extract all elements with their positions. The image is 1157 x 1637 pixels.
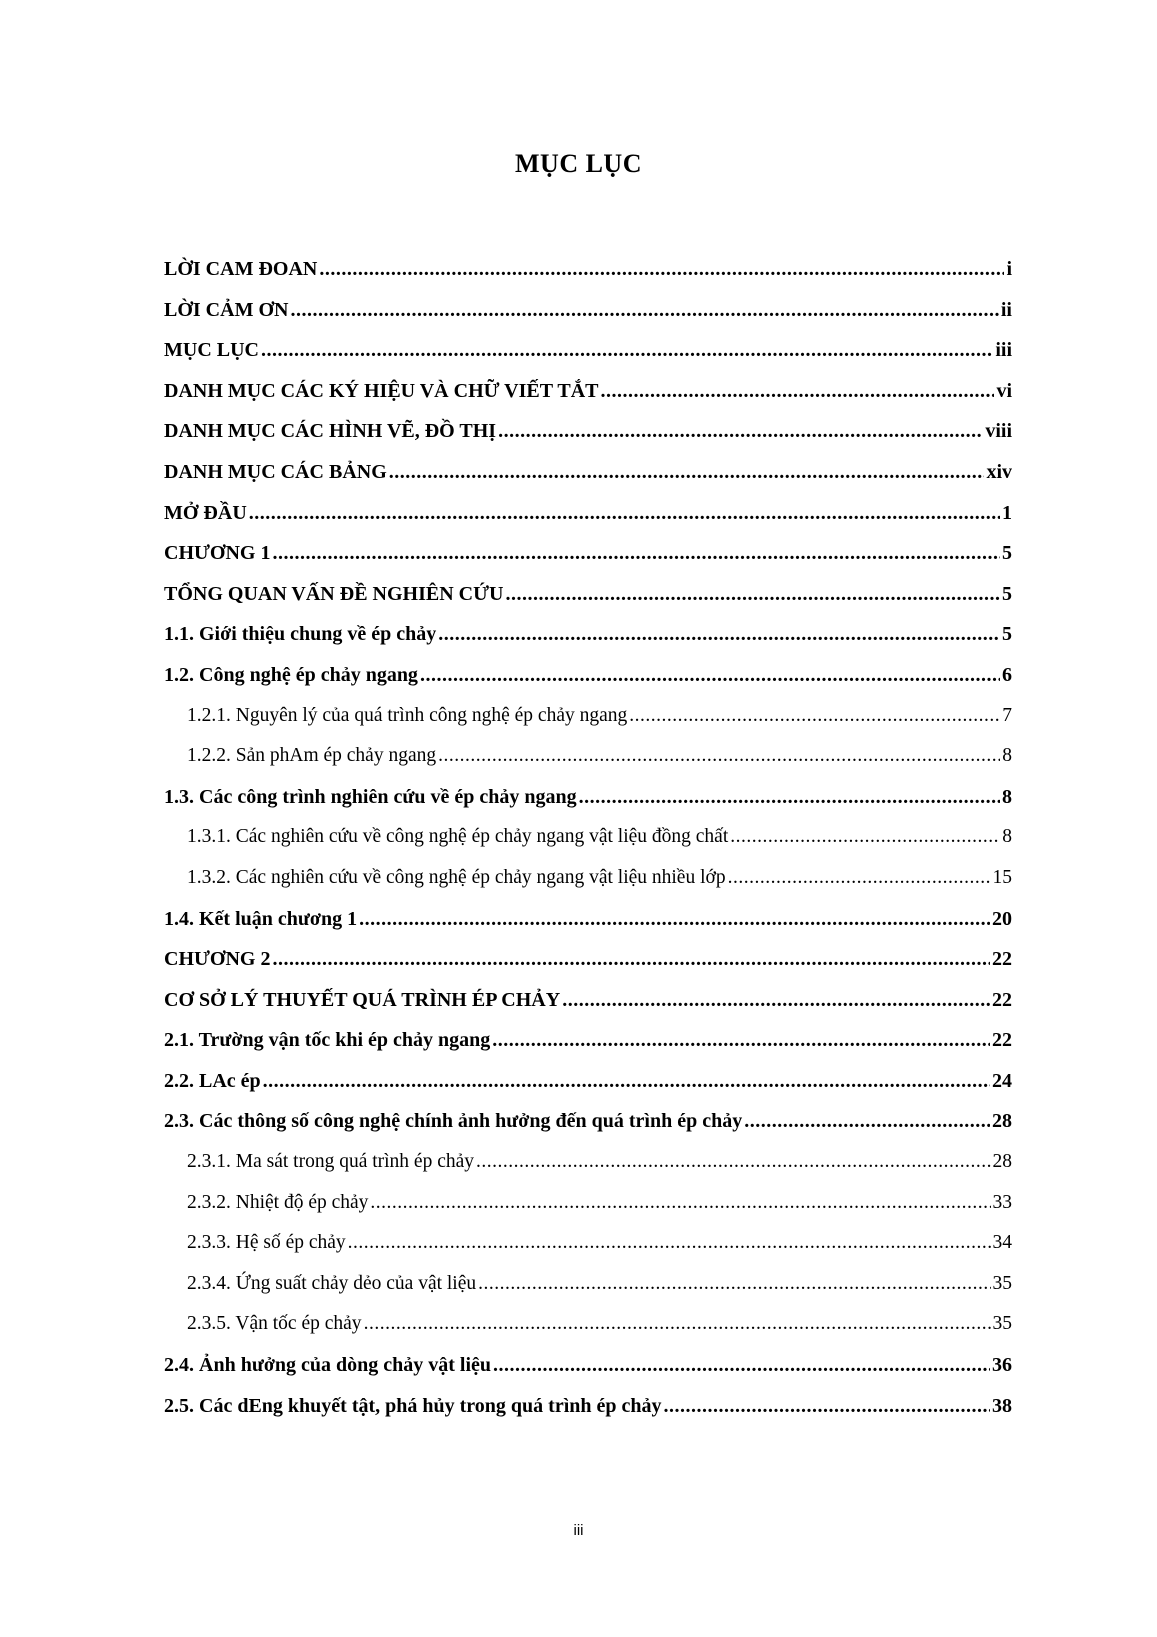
toc-entry[interactable] bbox=[164, 380, 1012, 421]
toc-leader-dots bbox=[348, 1232, 991, 1254]
toc-leader-dots bbox=[744, 1110, 990, 1133]
toc-entry-page: 5 bbox=[1002, 623, 1012, 646]
toc-entry-page: 22 bbox=[992, 948, 1012, 971]
toc-leader-dots bbox=[272, 948, 990, 971]
toc-entry-title: 2.4. Ảnh hưởng của dòng chảy vật liệu bbox=[164, 1354, 492, 1377]
toc-leader-dots bbox=[389, 461, 985, 484]
toc-leader-dots bbox=[664, 1395, 990, 1418]
toc-entry-page: 5 bbox=[1002, 542, 1012, 565]
toc-leader-dots bbox=[476, 1151, 990, 1173]
toc-entry-title: DANH MỤC CÁC KÝ HIỆU VÀ CHỮ VIẾT TẮT bbox=[164, 379, 599, 402]
toc-entry[interactable] bbox=[164, 664, 1012, 705]
table-of-contents bbox=[164, 258, 1012, 1435]
toc-leader-dots bbox=[319, 258, 1004, 281]
toc-entry-page: 6 bbox=[1002, 663, 1012, 686]
toc-entry[interactable] bbox=[164, 1070, 1012, 1111]
toc-entry[interactable] bbox=[164, 1232, 1012, 1273]
toc-leader-dots bbox=[562, 989, 990, 1012]
toc-entry-page: i bbox=[1006, 258, 1012, 280]
toc-entry[interactable] bbox=[164, 867, 1012, 908]
toc-entry[interactable] bbox=[164, 623, 1012, 664]
toc-leader-dots bbox=[249, 502, 1000, 525]
toc-entry-title: 1.4. Kết luận chương 1 bbox=[164, 907, 358, 930]
toc-entry[interactable] bbox=[164, 1313, 1012, 1354]
toc-leader-dots bbox=[420, 664, 1000, 687]
toc-entry-title: 2.5. Các dEng khuyết tật, phá hủy trong quá trình ép chảy bbox=[164, 1394, 662, 1417]
toc-leader-dots bbox=[370, 1192, 990, 1214]
toc-leader-dots bbox=[629, 705, 1000, 727]
toc-entry-page: 20 bbox=[992, 907, 1012, 930]
toc-entry-page: 28 bbox=[992, 1110, 1012, 1133]
toc-entry-title: CHƯƠNG 2 bbox=[164, 948, 271, 971]
toc-entry[interactable] bbox=[164, 461, 1012, 502]
toc-entry-page: 8 bbox=[1002, 826, 1012, 848]
toc-entry-title: 1.2.2. Sản phAm ép chảy ngang bbox=[187, 745, 437, 767]
toc-entry-page: 22 bbox=[992, 988, 1012, 1011]
toc-leader-dots bbox=[359, 908, 990, 931]
toc-leader-dots bbox=[364, 1313, 991, 1335]
toc-entry-page: 34 bbox=[992, 1232, 1012, 1254]
toc-leader-dots bbox=[478, 1273, 990, 1295]
toc-entry-title: 1.1. Giới thiệu chung về ép chảy bbox=[164, 623, 437, 646]
toc-entry-page: 7 bbox=[1002, 704, 1012, 726]
toc-entry-page: 28 bbox=[992, 1151, 1012, 1173]
toc-entry[interactable] bbox=[164, 705, 1012, 746]
toc-leader-dots bbox=[498, 420, 983, 443]
toc-entry[interactable] bbox=[164, 1151, 1012, 1192]
toc-leader-dots bbox=[272, 542, 1000, 565]
toc-entry-title: DANH MỤC CÁC BẢNG bbox=[164, 460, 387, 483]
toc-entry[interactable] bbox=[164, 502, 1012, 543]
toc-entry[interactable] bbox=[164, 1029, 1012, 1070]
toc-entry[interactable] bbox=[164, 1354, 1012, 1395]
toc-entry[interactable] bbox=[164, 542, 1012, 583]
toc-entry-title: 1.3.2. Các nghiên cứu về công nghệ ép chảy ngang vật liệu nhiều lớp bbox=[187, 866, 726, 888]
toc-entry-title: 2.2. LAc ép bbox=[164, 1069, 261, 1092]
toc-entry-page: xiv bbox=[986, 460, 1012, 483]
toc-entry-title: 1.2.1. Nguyên lý của quá trình công nghệ ép chảy ngang bbox=[187, 704, 628, 726]
toc-entry-page: 15 bbox=[992, 866, 1012, 888]
toc-entry-page: 22 bbox=[992, 1029, 1012, 1052]
toc-leader-dots bbox=[505, 583, 1000, 606]
toc-leader-dots bbox=[263, 1070, 990, 1093]
toc-leader-dots bbox=[290, 299, 998, 322]
toc-entry[interactable] bbox=[164, 420, 1012, 461]
toc-entry[interactable] bbox=[164, 1110, 1012, 1151]
toc-entry-page: 35 bbox=[992, 1313, 1012, 1335]
toc-entry[interactable] bbox=[164, 1192, 1012, 1233]
toc-entry[interactable] bbox=[164, 989, 1012, 1030]
toc-entry-title: 2.1. Trường vận tốc khi ép chảy ngang bbox=[164, 1029, 491, 1052]
toc-entry-title: 1.3. Các công trình nghiên cứu về ép chảy ngang bbox=[164, 785, 577, 808]
toc-entry-title: 2.3.5. Vận tốc ép chảy bbox=[187, 1313, 362, 1335]
toc-entry[interactable] bbox=[164, 826, 1012, 867]
toc-entry-page: 33 bbox=[992, 1191, 1012, 1213]
toc-leader-dots bbox=[730, 826, 1000, 848]
toc-entry[interactable] bbox=[164, 745, 1012, 786]
toc-entry-page: 35 bbox=[992, 1272, 1012, 1294]
toc-entry-page: 8 bbox=[1002, 785, 1012, 808]
toc-entry[interactable] bbox=[164, 1395, 1012, 1436]
toc-entry-page: 8 bbox=[1002, 745, 1012, 767]
toc-entry-page: viii bbox=[985, 420, 1012, 443]
page-number: iii bbox=[573, 1522, 584, 1539]
toc-leader-dots bbox=[493, 1354, 990, 1377]
toc-entry-title: 1.3.1. Các nghiên cứu về công nghệ ép chảy ngang vật liệu đồng chất bbox=[187, 826, 729, 848]
toc-entry-title: MỤC LỤC bbox=[164, 339, 259, 362]
toc-entry-page: iii bbox=[995, 339, 1012, 362]
toc-entry-page: 36 bbox=[992, 1354, 1012, 1377]
toc-entry-title: LỜI CAM ĐOAN bbox=[164, 258, 318, 280]
toc-entry-page: 24 bbox=[992, 1069, 1012, 1092]
toc-entry[interactable] bbox=[164, 1273, 1012, 1314]
toc-entry-title: 2.3. Các thông số công nghệ chính ảnh hưởng đến quá trình ép chảy bbox=[164, 1110, 743, 1133]
toc-leader-dots bbox=[601, 380, 995, 403]
toc-entry-title: CƠ SỞ LÝ THUYẾT QUÁ TRÌNH ÉP CHẢY bbox=[164, 988, 561, 1011]
toc-leader-dots bbox=[728, 867, 991, 889]
toc-entry-title: 2.3.2. Nhiệt độ ép chảy bbox=[187, 1191, 369, 1213]
toc-entry-title: 2.3.4. Ứng suất chảy dẻo của vật liệu bbox=[187, 1272, 477, 1294]
toc-entry-page: vi bbox=[996, 379, 1012, 402]
toc-leader-dots bbox=[438, 623, 1000, 646]
toc-entry-title: DANH MỤC CÁC HÌNH VẼ, ĐỒ THỊ bbox=[164, 420, 497, 443]
toc-entry[interactable] bbox=[164, 299, 1012, 340]
page-title: MỤC LỤC bbox=[515, 149, 642, 179]
toc-entry[interactable] bbox=[164, 339, 1012, 380]
toc-entry-page: 38 bbox=[992, 1394, 1012, 1417]
toc-entry-page: 1 bbox=[1002, 501, 1012, 524]
toc-leader-dots bbox=[438, 745, 1000, 767]
toc-entry[interactable] bbox=[164, 583, 1012, 624]
toc-entry[interactable] bbox=[164, 948, 1012, 989]
toc-entry-title: MỞ ĐẦU bbox=[164, 501, 247, 524]
toc-leader-dots bbox=[579, 786, 1000, 809]
toc-entry-title: 2.3.1. Ma sát trong quá trình ép chảy bbox=[187, 1151, 475, 1173]
toc-entry[interactable] bbox=[164, 908, 1012, 949]
toc-entry-title: 1.2. Công nghệ ép chảy ngang bbox=[164, 663, 418, 686]
toc-entry[interactable] bbox=[164, 258, 1012, 299]
toc-entry-title: 2.3.3. Hệ số ép chảy bbox=[187, 1232, 346, 1254]
toc-entry-page: 5 bbox=[1002, 582, 1012, 605]
toc-leader-dots bbox=[492, 1029, 990, 1052]
toc-entry-title: LỜI CẢM ƠN bbox=[164, 298, 289, 321]
toc-entry[interactable] bbox=[164, 786, 1012, 827]
toc-entry-title: CHƯƠNG 1 bbox=[164, 542, 271, 565]
toc-entry-page: ii bbox=[1000, 298, 1012, 321]
toc-leader-dots bbox=[261, 339, 993, 362]
toc-entry-title: TỔNG QUAN VẤN ĐỀ NGHIÊN CỨU bbox=[164, 582, 504, 605]
